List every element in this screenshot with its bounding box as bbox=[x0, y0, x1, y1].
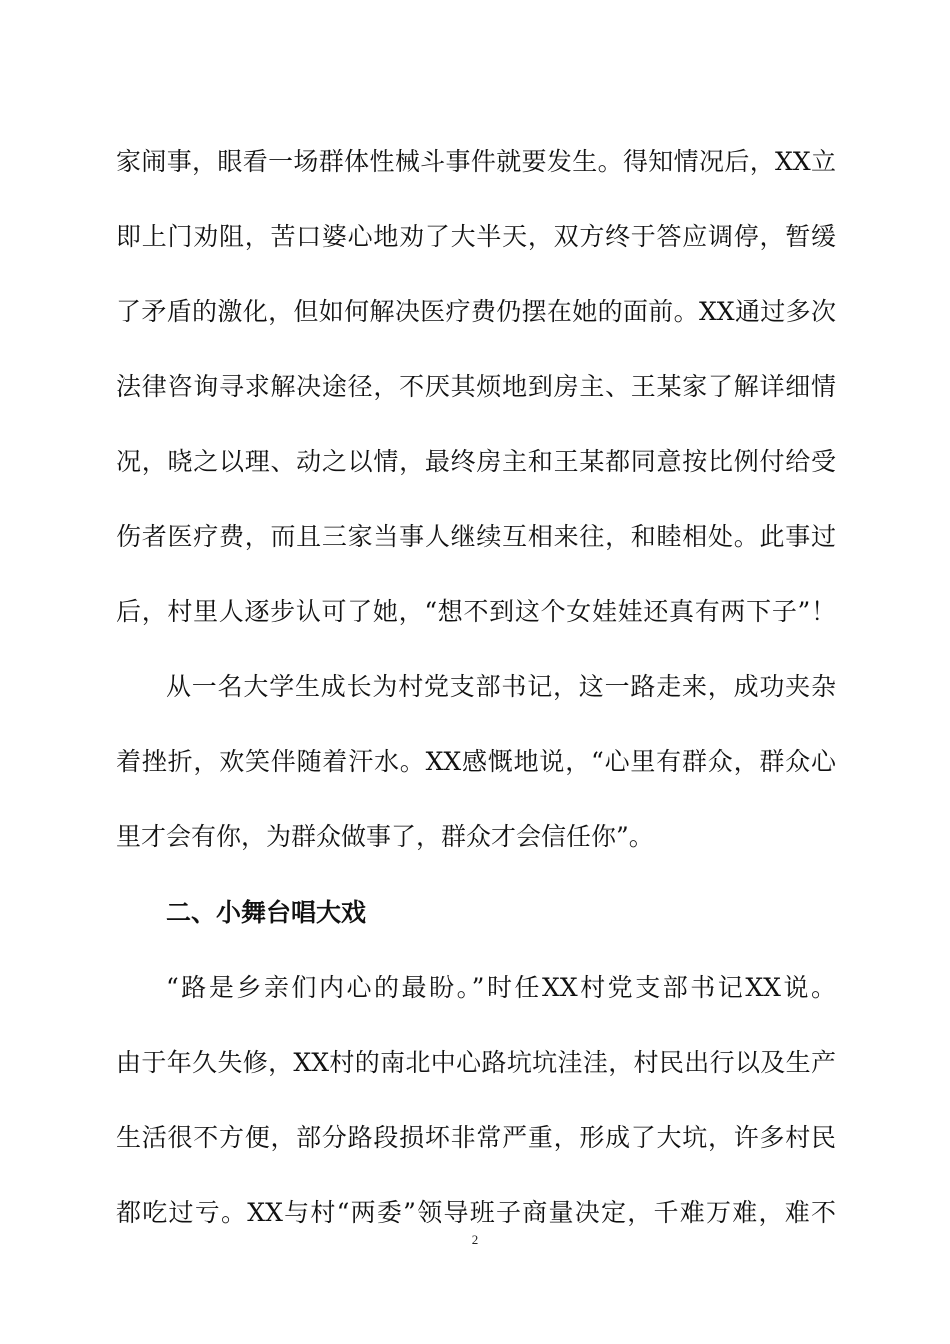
paragraph-line: 况，晓之以理、动之以情，最终房主和王某都同意按比例付给受 bbox=[116, 447, 836, 476]
paragraph-line: 后，村里人逐步认可了她，“想不到这个女娃娃还真有两下子”！ bbox=[116, 597, 836, 626]
paragraph-line: 法律咨询寻求解决途径，不厌其烦地到房主、王某家了解详细情 bbox=[116, 372, 836, 401]
paragraph-line: 都吃过亏。XX与村“两委”领导班子商量决定，千难万难，难不 bbox=[116, 1198, 836, 1227]
paragraph-line: 伤者医疗费，而且三家当事人继续互相来往，和睦相处。此事过 bbox=[116, 522, 836, 551]
paragraph-line: 家闹事，眼看一场群体性械斗事件就要发生。得知情况后，XX立 bbox=[116, 147, 836, 176]
paragraph-line: 生活很不方便，部分路段损坏非常严重，形成了大坑，许多村民 bbox=[116, 1123, 836, 1152]
paragraph-line: 了矛盾的激化，但如何解决医疗费仍摆在她的面前。XX通过多次 bbox=[116, 297, 836, 326]
paragraph-line: 从一名大学生成长为村党支部书记，这一路走来，成功夹杂 bbox=[166, 672, 836, 701]
paragraph-line: “路是乡亲们内心的最盼。”时任XX村党支部书记XX说。 bbox=[166, 973, 836, 1002]
paragraph-line: 着挫折，欢笑伴随着汗水。XX感慨地说，“心里有群众，群众心 bbox=[116, 747, 836, 776]
page-number: 2 bbox=[471, 1232, 479, 1247]
section-heading: 二、小舞台唱大戏 bbox=[166, 898, 367, 927]
paragraph-line: 即上门劝阻，苦口婆心地劝了大半天，双方终于答应调停，暂缓 bbox=[116, 222, 836, 251]
paragraph-line: 里才会有你，为群众做事了，群众才会信任你”。 bbox=[116, 822, 654, 851]
paragraph-line: 由于年久失修，XX村的南北中心路坑坑洼洼，村民出行以及生产 bbox=[116, 1048, 836, 1077]
